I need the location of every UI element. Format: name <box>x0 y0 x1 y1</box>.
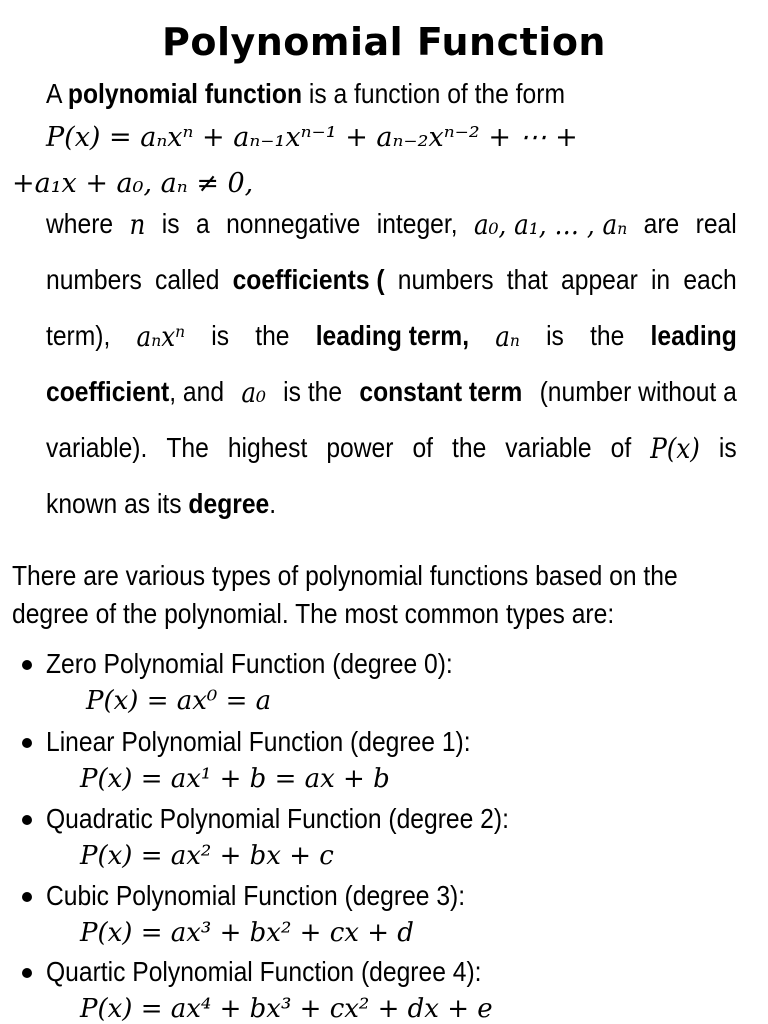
word: in <box>650 264 671 295</box>
word: nonnegative <box>226 208 361 239</box>
word: the <box>452 432 487 463</box>
bold-leading-term: leading term, <box>315 320 470 351</box>
bold-degree: degree <box>188 488 270 519</box>
bullet-icon <box>22 892 32 902</box>
word: , and <box>169 376 225 407</box>
type-formula-quartic: P(x) = ax⁴ + bx³ + cx² + dx + e <box>80 994 493 1024</box>
word: (number without a <box>539 376 737 407</box>
math-a0: a₀ <box>241 376 266 409</box>
type-label-linear: Linear Polynomial Function (degree 1): <box>46 726 471 757</box>
type-label-quadratic: Quadratic Polynomial Function (degree 2): <box>46 803 509 834</box>
definition-line-5 <box>46 432 737 465</box>
math-n: n <box>129 208 146 241</box>
math-an: aₙ <box>495 320 520 353</box>
bold-coefficient: coefficient <box>46 376 170 407</box>
word: that <box>506 264 548 295</box>
word: is <box>161 208 180 239</box>
word: variable). <box>46 432 148 463</box>
bullet-icon <box>22 660 32 670</box>
math-coefficients: a₀, a₁, … , aₙ <box>473 208 628 241</box>
word: called <box>155 264 220 295</box>
intro-text: A <box>46 78 68 109</box>
definition-line-6 <box>46 488 276 520</box>
word: integer, <box>376 208 458 239</box>
word: . <box>269 488 277 519</box>
word: real <box>695 208 737 239</box>
definition-line-2 <box>46 264 737 296</box>
word: of <box>610 432 632 463</box>
bullet-icon <box>22 815 32 825</box>
type-formula-linear: P(x) = ax¹ + b = ax + b <box>80 764 390 794</box>
type-formula-quadratic: P(x) = ax² + bx + c <box>80 841 334 871</box>
word: term), <box>46 320 111 351</box>
bullet-icon <box>22 738 32 748</box>
definition-intro <box>46 78 565 110</box>
word: is <box>718 432 737 463</box>
word: power <box>326 432 394 463</box>
word: each <box>683 264 737 295</box>
bold-constant-term: constant term <box>359 376 523 407</box>
word: appear <box>561 264 638 295</box>
general-formula-line1: P(x) = aₙxⁿ + aₙ₋₁xⁿ⁻¹ + aₙ₋₂xⁿ⁻² + ⋯ + <box>46 122 578 153</box>
word: are <box>643 208 680 239</box>
word: the <box>590 320 625 351</box>
word: numbers <box>46 264 142 295</box>
word: variable <box>505 432 592 463</box>
definition-line-4 <box>46 376 737 409</box>
type-label-quartic: Quartic Polynomial Function (degree 4): <box>46 956 482 987</box>
type-formula-cubic: P(x) = ax³ + bx² + cx + d <box>80 918 414 948</box>
intro-bold-term: polynomial function <box>67 78 303 109</box>
type-label-zero: Zero Polynomial Function (degree 0): <box>46 648 453 679</box>
types-intro-line1: There are various types of polynomial functions based on the <box>12 560 678 591</box>
bullet-icon <box>22 968 32 978</box>
intro-text-post: is a function of the form <box>302 78 565 109</box>
word: of <box>412 432 434 463</box>
page-title: Polynomial Function <box>162 20 606 64</box>
math-leading-term: aₙxⁿ <box>136 320 186 353</box>
type-formula-zero: P(x) = ax⁰ = a <box>86 686 272 716</box>
word: a <box>195 208 210 239</box>
word: known as its <box>46 488 189 519</box>
word: highest <box>227 432 308 463</box>
general-formula-line2: +a₁x + a₀, aₙ ≠ 0, <box>12 168 254 199</box>
word: is the <box>283 376 343 407</box>
math-px: P(x) <box>650 432 700 465</box>
word: where <box>46 208 114 239</box>
word: is <box>546 320 564 351</box>
word: the <box>255 320 290 351</box>
definition-line-1 <box>46 208 737 241</box>
word: numbers <box>397 264 494 295</box>
definition-line-3 <box>46 320 737 353</box>
word: The <box>166 432 209 463</box>
bold-leading: leading <box>650 320 737 351</box>
bold-coefficients: coefficients ( <box>232 264 385 295</box>
types-intro-line2: degree of the polynomial. The most common types are: <box>12 598 615 629</box>
type-label-cubic: Cubic Polynomial Function (degree 3): <box>46 880 466 911</box>
word: is <box>211 320 230 351</box>
